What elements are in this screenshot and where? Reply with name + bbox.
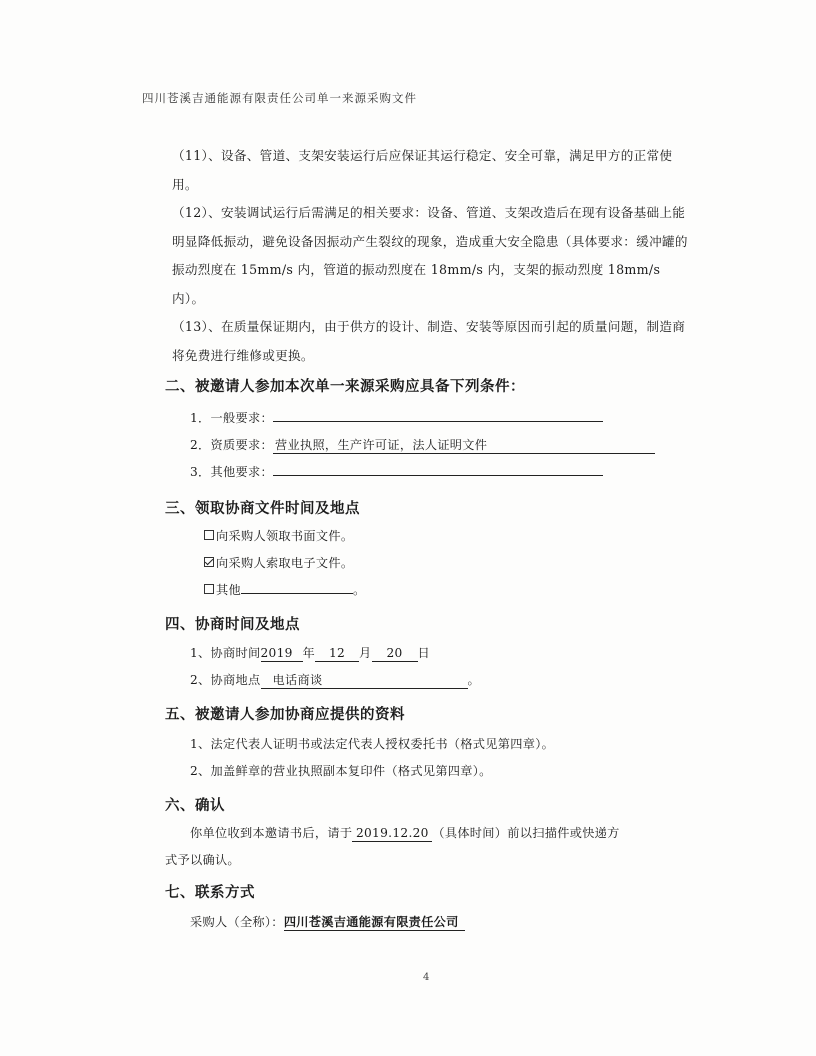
negotiation-time (190, 644, 430, 662)
option-paper (204, 527, 353, 544)
negotiation-month: 12 (315, 646, 359, 662)
negotiation-place-label: 2、协商地点 (190, 673, 261, 687)
requirement-general (190, 409, 603, 426)
option-other-value (241, 593, 353, 594)
page-number: 4 (423, 972, 430, 983)
buyer-line (190, 913, 465, 931)
requirement-qualification (190, 436, 655, 454)
requirement-other (190, 463, 603, 480)
negotiation-time-label: 1、协商时间 (190, 646, 261, 660)
requirement-other-label: 3．其他要求： (190, 465, 273, 479)
negotiation-place-end: 。 (467, 673, 480, 687)
section-2-title: 二、被邀请人参加本次单一来源采购应具备下列条件： (165, 379, 525, 395)
material-1: 1、法定代表人证明书或法定代表人授权委托书（格式见第四章）。 (190, 737, 555, 751)
requirement-qualification-value: 营业执照，生产许可证，法人证明文件 (273, 438, 655, 454)
section-7-title: 七、联系方式 (165, 885, 255, 901)
section-3-title: 三、领取协商文件时间及地点 (165, 501, 360, 517)
requirement-qualification-label: 2．资质要求： (190, 438, 273, 452)
negotiation-place (190, 671, 480, 689)
clause-12: （12）、安装调试运行后需满足的相关要求：设备、管道、支架改造后在现有设备基础上能明显降低振动，避免设备因振动产生裂纹的现象，造成重大安全隐患（具体要求：缓冲罐的振动烈度在 15mm/s 内，管道的振动烈度在 18mm/s 内，支架的振动烈度 18mm/s 内）。 (172, 205, 688, 306)
confirmation-text-pre: 你单位收到本邀请书后，请于 (190, 826, 353, 840)
section-5-title: 五、被邀请人参加协商应提供的资料 (165, 707, 405, 723)
negotiation-place-value: 电话商谈 (261, 673, 468, 689)
option-other-end: 。 (352, 583, 366, 597)
clause-11: （11）、设备、管道、支架安装运行后应保证其运行稳定、安全可靠，满足甲方的正常使用。 (172, 148, 673, 192)
checkbox-electronic[interactable] (204, 557, 214, 567)
clause-13: （13）、在质量保证期内，由于供方的设计、制造、安装等原因而引起的质量问题，制造商将免费进行维修或更换。 (172, 319, 686, 363)
document-header: 四川苍溪吉通能源有限责任公司单一来源采购文件 (142, 91, 417, 105)
negotiation-day: 20 (372, 646, 418, 662)
negotiation-month-unit: 月 (359, 646, 372, 660)
checkbox-other[interactable] (204, 584, 214, 594)
confirmation-line-2: 式予以确认。 (165, 853, 240, 867)
buyer-label: 采购人（全称）： (190, 915, 284, 929)
option-other-label: 其他 (216, 583, 241, 597)
section-4-title: 四、协商时间及地点 (165, 617, 300, 633)
requirement-general-value (273, 421, 603, 422)
negotiation-year: 2019 (261, 646, 303, 662)
negotiation-day-unit: 日 (417, 646, 430, 660)
section-6-title: 六、确认 (165, 798, 225, 814)
option-electronic-label: 向采购人索取电子文件。 (216, 556, 354, 570)
confirmation-line-1 (190, 824, 620, 842)
buyer-name: 四川苍溪吉通能源有限责任公司 (284, 915, 465, 931)
option-paper-label: 向采购人领取书面文件。 (216, 529, 354, 543)
negotiation-year-unit: 年 (302, 646, 315, 660)
confirmation-text-post: （具体时间）前以扫描件或快递方 (432, 826, 620, 840)
material-2: 2、加盖鲜章的营业执照副本复印件（格式见第四章）。 (190, 764, 492, 778)
checkbox-paper[interactable] (204, 530, 214, 540)
requirement-general-label: 1．一般要求： (190, 411, 273, 425)
option-other (204, 581, 365, 598)
requirement-other-value (273, 475, 603, 476)
confirmation-date: 2019.12.20 (352, 826, 432, 842)
option-electronic (204, 554, 353, 571)
